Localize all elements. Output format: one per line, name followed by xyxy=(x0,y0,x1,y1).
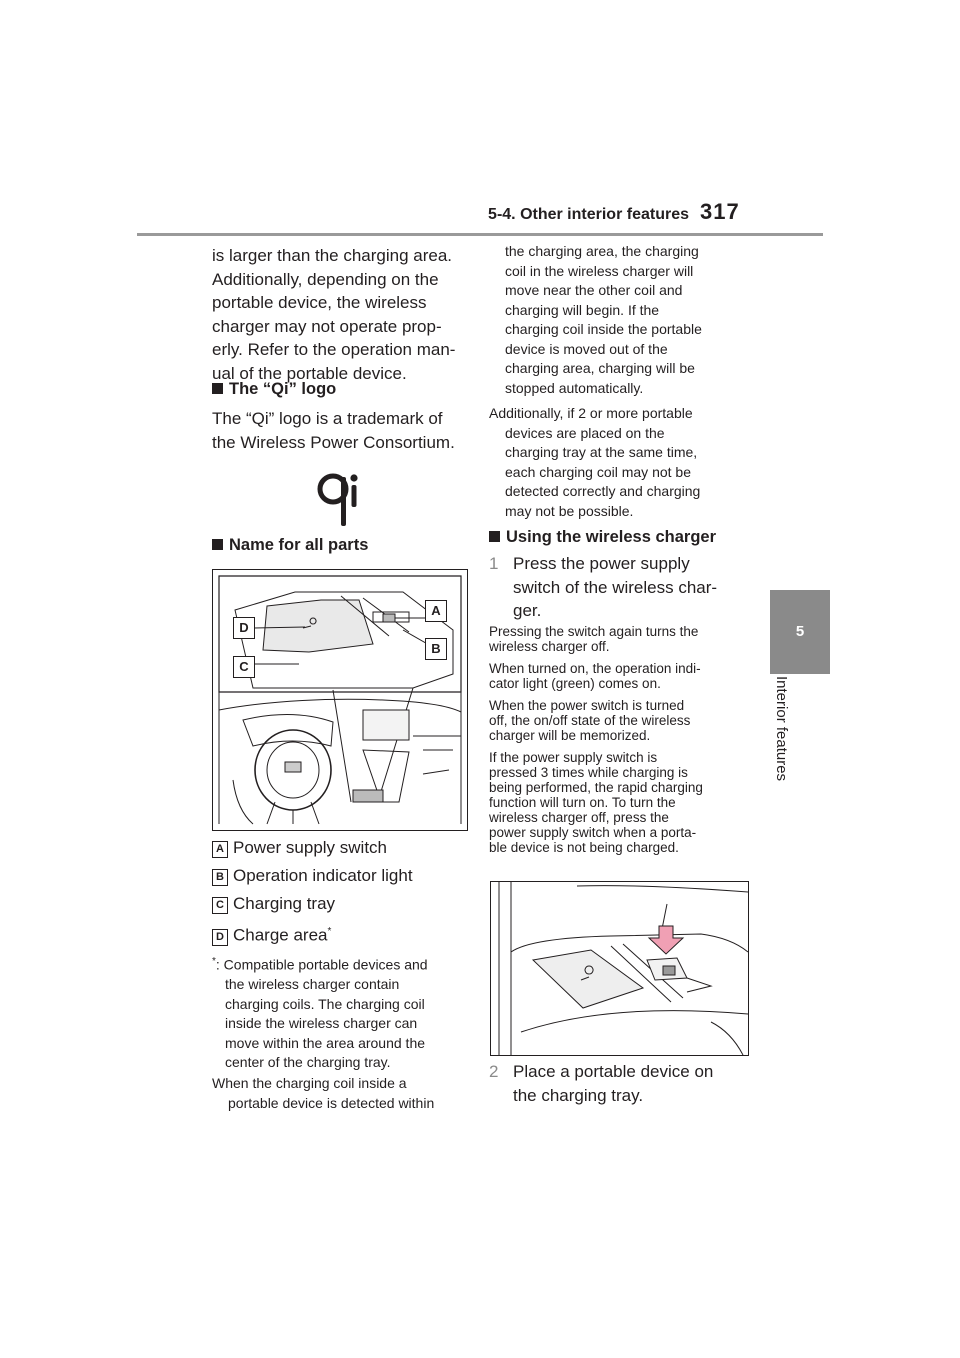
text-line: Additionally, if 2 or more portable xyxy=(489,405,693,421)
footnote xyxy=(212,952,468,1073)
text-line: cator light (green) comes on. xyxy=(489,676,661,691)
text-line: detected correctly and charging xyxy=(505,483,701,499)
text-line: The “Qi” logo is a trademark of xyxy=(212,409,443,428)
text-line: stopped automatically. xyxy=(505,379,644,396)
part-letter-box: B xyxy=(212,869,228,886)
list-item xyxy=(212,918,474,950)
multi-device-note xyxy=(489,404,749,521)
text-line: being performed, the rapid charging xyxy=(489,780,703,795)
text-line: charging tray at the same time, xyxy=(505,444,698,460)
list-item xyxy=(212,862,474,890)
text-line: center of the charging tray. xyxy=(225,1054,391,1071)
text-line: Pressing the switch again turns the xyxy=(489,624,699,639)
text-line: If the power supply switch is xyxy=(489,750,658,765)
parts-heading-text: Name for all parts xyxy=(229,536,369,554)
text-line: ger. xyxy=(513,601,542,620)
note-paragraph xyxy=(489,624,747,654)
text-line: Press the power supply xyxy=(513,554,690,573)
text-line: pressed 3 times while charging is xyxy=(489,765,688,780)
list-item xyxy=(212,834,474,862)
text-line: charging area, charging will be xyxy=(505,360,695,376)
page-number: 317 xyxy=(700,199,740,224)
part-label: Power supply switch xyxy=(233,838,388,857)
text-line: charging will begin. If the xyxy=(505,301,660,318)
press-switch-figure xyxy=(490,881,749,1056)
callout-a: A xyxy=(425,600,447,622)
text-line: When the power switch is turned xyxy=(489,698,685,713)
text-line: power supply switch when a porta- xyxy=(489,825,697,840)
callout-c: C xyxy=(233,656,255,678)
using-heading-text: Using the wireless charger xyxy=(506,528,716,546)
text-line: off, the on/off state of the wireless xyxy=(489,713,691,728)
text-line: : Compatible portable devices and xyxy=(215,956,428,973)
text-line: move within the area around the xyxy=(225,1034,426,1051)
parts-heading xyxy=(212,536,474,555)
step-2 xyxy=(489,1060,749,1107)
square-bullet-icon xyxy=(212,539,223,550)
chapter-tab: 5 xyxy=(770,590,830,674)
text-line: erly. Refer to the operation man- xyxy=(212,340,456,359)
text-line: the charging tray. xyxy=(513,1085,644,1105)
text-line: the Wireless Power Consortium. xyxy=(212,432,455,452)
square-bullet-icon xyxy=(212,383,223,394)
text-line: is larger than the charging area. xyxy=(212,246,453,265)
text-line: may not be possible. xyxy=(505,502,634,519)
parts-list xyxy=(212,834,474,950)
step-number: 1 xyxy=(489,554,499,573)
step-1 xyxy=(489,552,749,623)
note-paragraph xyxy=(489,661,747,691)
text-line: When the charging coil inside a xyxy=(212,1075,407,1091)
text-line: wireless charger off. xyxy=(489,639,610,654)
parts-figure xyxy=(212,569,468,831)
text-line: coil in the wireless charger will xyxy=(505,262,694,279)
callout-b: B xyxy=(425,638,447,660)
callout-d: D xyxy=(233,617,255,639)
coil-note-continued xyxy=(489,242,749,398)
step-1-notes xyxy=(489,624,747,855)
text-line: devices are placed on the xyxy=(505,424,665,441)
text-line: charging coil inside the portable xyxy=(505,321,702,337)
text-line: device is moved out of the xyxy=(505,340,668,357)
footnote-mark: * xyxy=(327,926,332,937)
charger-illustration xyxy=(491,882,748,1055)
chapter-title: Interior features xyxy=(773,676,790,782)
text-line: When turned on, the operation indi- xyxy=(489,661,701,676)
text-line: portable device, the wireless xyxy=(212,293,427,312)
press-arrow-icon xyxy=(649,926,683,954)
step-number: 2 xyxy=(489,1062,499,1081)
text-line: charger may not operate prop- xyxy=(212,316,442,336)
part-label: Charge area xyxy=(233,925,328,945)
note-paragraph xyxy=(489,698,747,743)
qi-logo-icon xyxy=(316,468,362,526)
qi-heading-text: The “Qi” logo xyxy=(229,380,337,398)
part-letter-box: D xyxy=(212,929,228,946)
intro-paragraph xyxy=(212,244,474,385)
list-item xyxy=(212,890,474,918)
text-line: inside the wireless charger can xyxy=(225,1015,418,1032)
part-label: Operation indicator light xyxy=(233,866,413,885)
qi-paragraph xyxy=(212,407,474,454)
text-line: ble device is not being charged. xyxy=(489,840,679,855)
coil-note xyxy=(212,1074,474,1113)
qi-heading xyxy=(212,380,474,399)
text-line: move near the other coil and xyxy=(505,282,683,298)
text-line: the wireless charger contain xyxy=(225,976,400,993)
text-line: switch of the wireless char- xyxy=(513,577,718,597)
text-line: ual of the portable device. xyxy=(212,363,407,383)
chapter-side-label xyxy=(762,672,802,852)
part-letter-box: A xyxy=(212,841,228,858)
text-line: the charging area, the charging xyxy=(505,243,699,259)
text-line: Place a portable device on xyxy=(513,1062,714,1081)
section-title: 5-4. Other interior features xyxy=(488,206,689,223)
part-label: Charging tray xyxy=(233,894,336,913)
text-line: portable device is detected within xyxy=(228,1094,435,1111)
text-line: function will turn on. To turn the xyxy=(489,795,676,810)
part-letter-box: C xyxy=(212,897,228,914)
text-line: Additionally, depending on the xyxy=(212,269,439,289)
using-heading xyxy=(489,528,749,547)
text-line: wireless charger off, press the xyxy=(489,810,669,825)
header-rule xyxy=(137,233,823,236)
note-paragraph xyxy=(489,750,747,855)
text-line: charging coils. The charging coil xyxy=(225,995,425,1012)
text-line: charger will be memorized. xyxy=(489,728,651,743)
text-line: each charging coil may not be xyxy=(505,463,691,480)
square-bullet-icon xyxy=(489,531,500,542)
footnote-mark: * xyxy=(212,956,216,967)
